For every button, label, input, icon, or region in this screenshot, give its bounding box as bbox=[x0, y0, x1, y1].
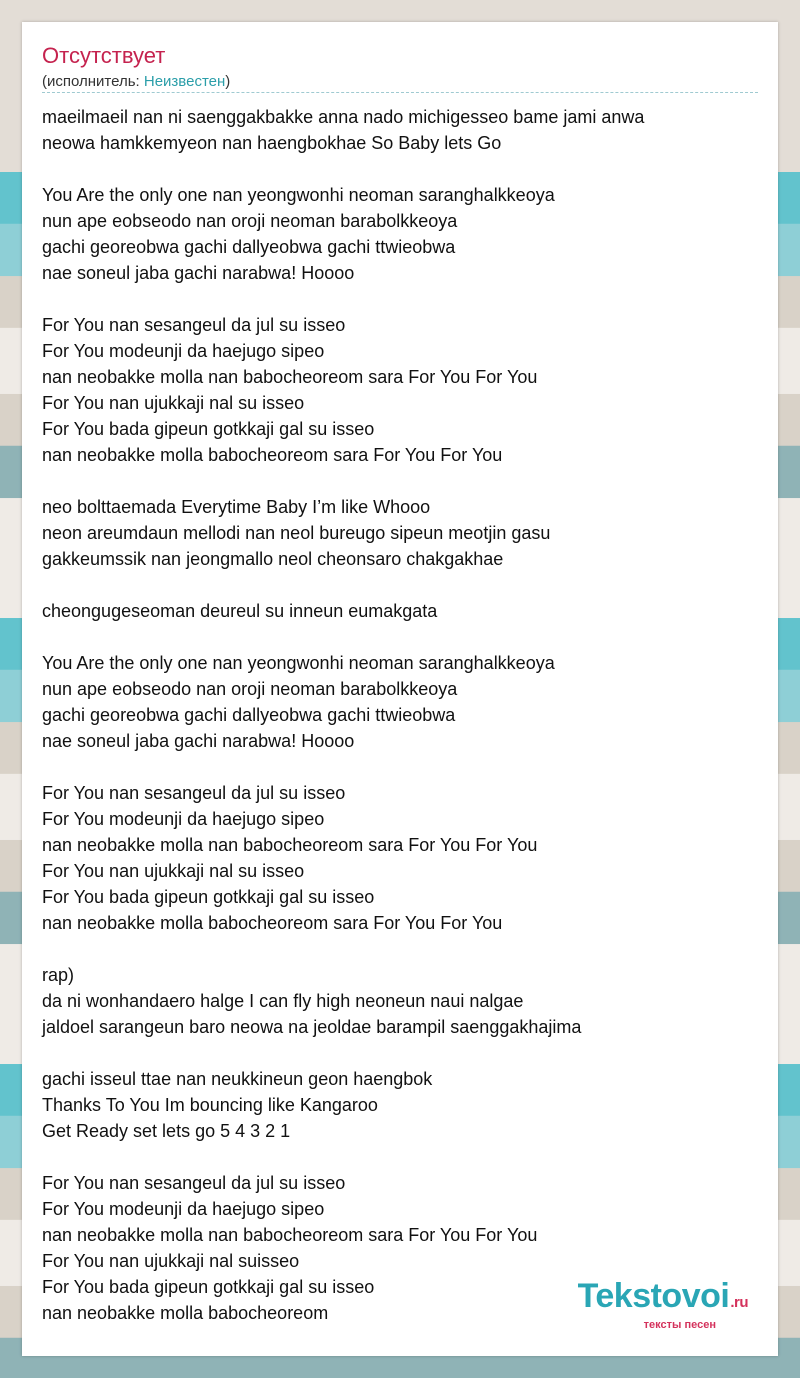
artist-link[interactable]: Неизвестен bbox=[143, 73, 226, 90]
artist-prefix: (исполнитель: bbox=[42, 73, 144, 90]
site-logo[interactable] bbox=[578, 1278, 748, 1331]
lyrics-text: maeilmaeil nan ni saenggakbakke anna nado michigesseo bame jami anwa neowa hamkkemyeon nan haengbokhae So Baby lets Go You Are the only one nan yeongwonhi neoman saranghalkkeoya nun ape eobseodo nan oroji neoman barabolkkeoya gachi georeobwa gachi dallyeobwa gachi ttwieobwa nae soneul jaba gachi narabwa! Hoooo For You nan sesangeul da jul su isseo For You modeunji da haejugo sipeo nan neobakke molla nan babocheoreom sara For You For You For You nan ujukkaji nal su isseo For You bada gipeun gotkkaji gal su isseo nan neobakke molla babocheoreom sara For You For You neo bolttaemada Everytime Baby I’m like Whooo neon areumdaun mellodi nan neol bureugo sipeun meotjin gasu gakkeumssik nan jeongmallo neol cheonsaro chakgakhae cheongugeseoman deureul su inneun eumakgata You Are the only one nan yeongwonhi neoman saranghalkkeoya nun ape eobseodo nan oroji neoman barabolkkeoya gachi georeobwa gachi dallyeobwa gachi ttwieobwa nae soneul jaba gachi narabwa! Hoooo For You nan sesangeul da jul su isseo For You modeunji da haejugo sipeo nan neobakke molla nan babocheoreom sara For You For You For You nan ujukkaji nal su isseo For You bada gipeun gotkkaji gal su isseo nan neobakke molla babocheoreom sara For You For You rap) da ni wonhandaero halge I can fly high neoneun naui nalgae jaldoel sarangeun baro neowa na jeoldae barampil saenggakhajima gachi isseul ttae nan neukkineun geon haengbok Thanks To You Im bouncing like Kangaroo Get Ready set lets go 5 4 3 2 1 For You nan sesangeul da jul su isseo For You modeunji da haejugo sipeo nan neobakke molla nan babocheoreom sara For You For You For You nan ujukkaji nal suisseo For You bada gipeun gotkkaji gal su isseo nan neobakke molla babocheoreom bbox=[42, 107, 645, 1323]
artist-line bbox=[42, 72, 230, 92]
logo-wordmark bbox=[578, 1278, 748, 1321]
artist-suffix: ) bbox=[225, 73, 231, 90]
logo-tagline: тексты песен bbox=[643, 1319, 716, 1331]
lyrics-card bbox=[22, 22, 778, 1356]
logo-main-text: Tekstovoi bbox=[577, 1277, 730, 1315]
song-title: Отсутствует bbox=[42, 43, 166, 68]
logo-tld: .ru bbox=[730, 1294, 748, 1311]
header-divider bbox=[42, 92, 758, 93]
